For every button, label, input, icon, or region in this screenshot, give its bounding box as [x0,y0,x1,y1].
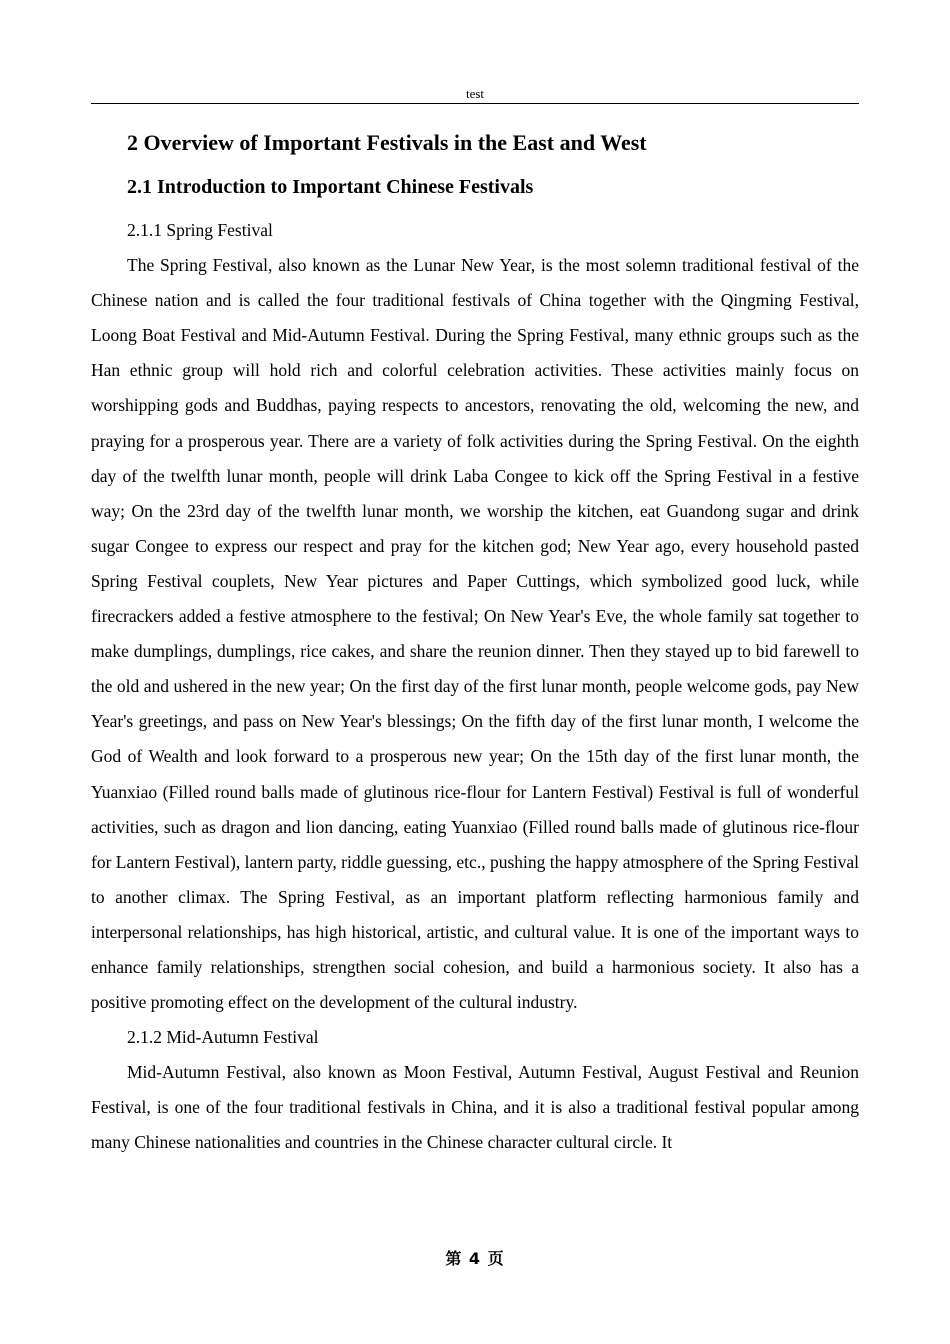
chapter-title: 2 Overview of Important Festivals in the East and West [127,130,647,155]
page-content [91,126,859,1161]
subsection-heading-mid-autumn-festival: 2.1.2 Mid-Autumn Festival [127,1027,319,1048]
page-number: 第 4 页 [445,1249,505,1268]
paragraph-spring-festival: The Spring Festival, also known as the Lunar New Year, is the most solemn traditional festival of the Chinese nation and is called the four traditional festivals of China together with the Qingming Festival, Loong Boat Festival and Mid-Autumn Festival. During the Spring Festival, many ethnic groups such as the Han ethnic group will hold rich and colorful celebration activities. These activities mainly focus on worshipping gods and Buddhas, paying respects to ancestors, renovating the old, welcoming the new, and praying for a prosperous year. There are a variety of folk activities during the Spring Festival. On the eighth day of the twelfth lunar month, people will drink Laba Congee to kick off the Spring Festival in a festive way; On the 23rd day of the twelfth lunar month, we worship the kitchen, eat Guandong sugar and drink sugar Congee to express our respect and pray for the kitchen god; New Year ago, every household pasted Spring Festival couplets, New Year pictures and Paper Cuttings, which symbolized good luck, while firecrackers added a festive atmosphere to the festival; On New Year's Eve, the whole family sat together to make dumplings, dumplings, rice cakes, and share the reunion dinner. Then they stayed up to bid farewell to the old and ushered in the new year; On the first day of the first lunar month, people welcome gods, pay New Year's greetings, and pass on New Year's blessings; On the fifth day of the first lunar month, I welcome the God of Wealth and look forward to a prosperous new year; On the 15th day of the first lunar month, the Yuanxiao (Filled round balls made of glutinous rice-flour for Lantern Festival) Festival is full of wonderful activities, such as dragon and lion dancing, eating Yuanxiao (Filled round balls made of glutinous rice-flour for Lantern Festival), lantern party, riddle guessing, etc., pushing the happy atmosphere of the Spring Festival to another climax. The Spring Festival, as an important platform reflecting harmonious family and interpersonal relationships, has high historical, artistic, and cultural value. It is one of the important ways to enhance family relationships, strengthen social cohesion, and build a harmonious society. It also has a positive promoting effect on the development of the cultural industry. [91,255,859,1013]
header-divider [91,103,859,104]
section-title: 2.1 Introduction to Important Chinese Festivals [127,176,534,198]
running-header: test [465,86,485,101]
subsection-heading-spring-festival: 2.1.1 Spring Festival [127,220,273,240]
paragraph-mid-autumn-festival: Mid-Autumn Festival, also known as Moon Festival, Autumn Festival, August Festival and Reunion Festival, is one of the four traditional festivals in China, and it is also a traditional festival popular among many Chinese nationalities and countries in the Chinese character cultural circle. It [91,1062,859,1153]
